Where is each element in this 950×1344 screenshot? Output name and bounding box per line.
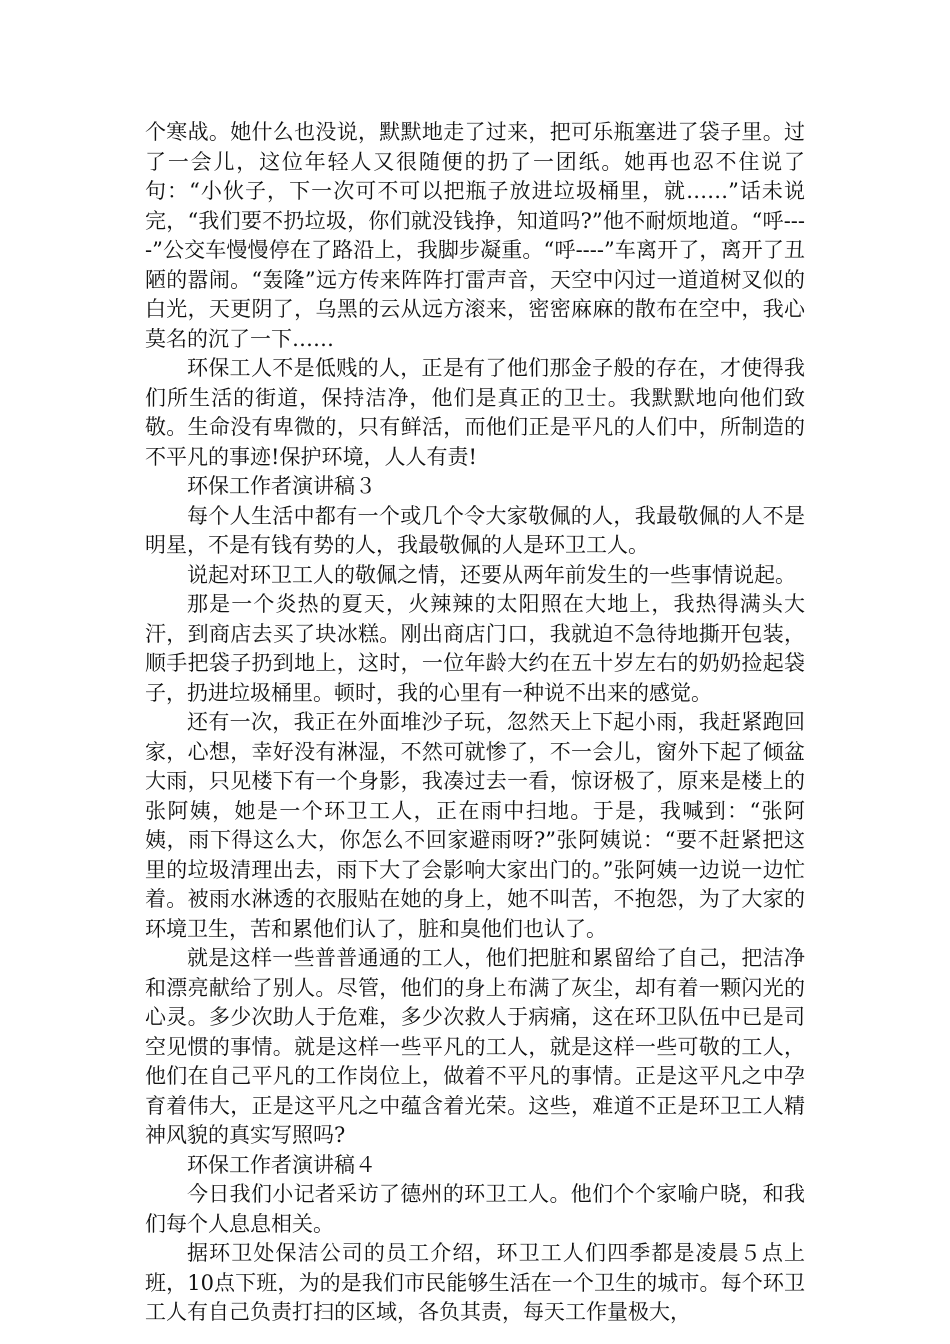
paragraph-admiration: 每个人生活中都有一个或几个令大家敬佩的人，我最敬佩的人不是明星，不是有钱有势的人，我最敬佩的人是环卫工人。	[145, 503, 805, 557]
section-heading-speech-4: 环保工作者演讲稿４	[187, 1152, 376, 1177]
paragraph-origin: 说起对环卫工人的敬佩之情，还要从两年前发生的一些事情说起。	[187, 562, 796, 587]
paragraph-interview: 今日我们小记者采访了德州的环卫工人。他们个个家喻户晓，和我们每个人息息相关。	[145, 1182, 805, 1236]
paragraph-work-schedule: 据环卫处保洁公司的员工介绍，环卫工人们四季都是凌晨５点上班，10点下班，为的是我们市民能够生活在一个卫生的城市。每个环卫工人有自己负责打扫的区域，各负其责，每天工作量极大，	[145, 1241, 805, 1324]
paragraph-intro-continued: 个寒战。她什么也没说，默默地走了过来，把可乐瓶塞进了袋子里。过了一会儿，这位年轻人又很随便的扔了一团纸。她再也忍不住说了句：“小伙子，下一次可不可以把瓶子放进垃圾桶里，就……”话未说完，“我们要不扔垃圾，你们就没钱挣，知道吗?”他不耐烦地道。“呼----”公交车慢慢停在了路沿上，我脚步凝重。“呼----”车离开了，离开了丑陋的嚣闹。“轰隆”远方传来阵阵打雷声音，天空中闪过一道道树叉似的白光，天更阴了，乌黑的云从远方滚来，密密麻麻的散布在空中，我心莫名的沉了一下……	[145, 120, 805, 351]
paragraph-summer-story: 那是一个炎热的夏天，火辣辣的太阳照在大地上，我热得满头大汗，到商店去买了块冰糕。刚出商店门口，我就迫不急待地撕开包装，顺手把袋子扔到地上，这时，一位年龄大约在五十岁左右的奶奶捡起袋子，扔进垃圾桶里。顿时，我的心里有一种说不出来的感觉。	[145, 592, 805, 705]
document-page	[145, 118, 805, 1328]
paragraph-conclusion: 环保工人不是低贱的人，正是有了他们那金子般的存在，才使得我们所生活的街道，保持洁净，他们是真正的卫士。我默默地向他们致敬。生命没有卑微的，只有鲜活，而他们正是平凡的人们中，所制造的不平凡的事迹!保护环境，人人有责!	[145, 356, 805, 469]
paragraph-ordinary-workers: 就是这样一些普普通通的工人，他们把脏和累留给了自己，把洁净和漂亮献给了别人。尽管，他们的身上布满了灰尘，却有着一颗闪光的心灵。多少次助人于危难，多少次救人于病痛，这在环卫队伍中已是司空见惯的事情。就是这样一些平凡的工人，就是这样一些可敬的工人，他们在自己平凡的工作岗位上，做着不平凡的事情。正是这平凡之中孕育着伟大，正是这平凡之中蕴含着光荣。这些，难道不正是环卫工人精神风貌的真实写照吗?	[145, 946, 805, 1147]
paragraph-rain-story: 还有一次，我正在外面堆沙子玩，忽然天上下起小雨，我赶紧跑回家，心想，幸好没有淋湿，不然可就惨了，不一会儿，窗外下起了倾盆大雨，只见楼下有一个身影，我凑过去一看，惊讶极了，原来是楼上的张阿姨，她是一个环卫工人，正在雨中扫地。于是，我喊到：“张阿姨，雨下得这么大，你怎么不回家避雨呀?”张阿姨说：“要不赶紧把这里的垃圾清理出去，雨下大了会影响大家出门的。”张阿姨一边说一边忙着。被雨水淋透的衣服贴在她的身上，她不叫苦，不抱怨，为了大家的环境卫生，苦和累他们认了，脏和臭他们也认了。	[145, 710, 805, 941]
section-heading-speech-3: 环保工作者演讲稿３	[187, 474, 376, 498]
